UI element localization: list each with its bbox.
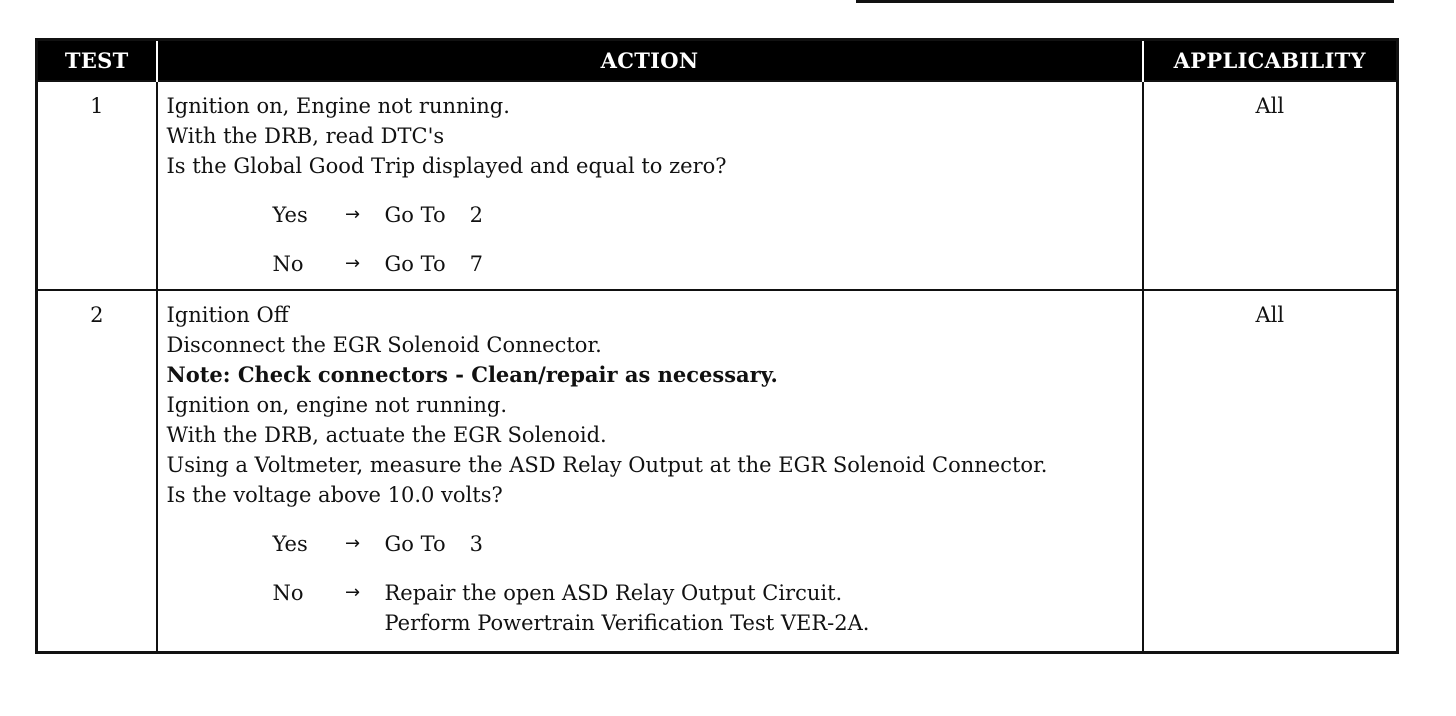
applicability-value: All	[1143, 290, 1398, 652]
no-result	[385, 249, 484, 279]
header-applicability: APPLICABILITY	[1143, 40, 1398, 82]
right-arrow-icon: →	[344, 253, 361, 274]
goto-number: 7	[469, 252, 483, 276]
action-note: Note: Check connectors - Clean/repair as necessary.	[166, 362, 778, 387]
action-line: With the DRB, actuate the EGR Solenoid.	[166, 423, 607, 447]
applicability-value: All	[1143, 81, 1398, 290]
action-line: Ignition on, engine not running.	[166, 393, 507, 417]
goto-text: Go To	[384, 252, 446, 276]
yes-result	[385, 529, 484, 559]
goto-text: Go To	[384, 532, 446, 556]
header-test: TEST	[37, 40, 157, 82]
repair-instruction: Repair the open ASD Relay Output Circuit.	[384, 581, 843, 605]
yes-label: Yes	[272, 532, 308, 556]
action-line: Ignition on, Engine not running.	[166, 94, 510, 118]
action-line: Ignition Off	[166, 303, 289, 327]
test-number: 2	[37, 290, 157, 652]
verification-instruction: Perform Powertrain Verification Test VER-2A.	[384, 611, 870, 635]
top-rule	[856, 0, 1394, 3]
table-row-test-1	[37, 81, 1398, 290]
goto-number: 2	[469, 203, 483, 227]
no-label: No	[272, 581, 304, 605]
table-header-row	[37, 40, 1398, 82]
yes-label: Yes	[272, 203, 308, 227]
header-action: ACTION	[157, 40, 1143, 82]
diagnostic-test-table	[35, 38, 1399, 654]
outcome-choices	[167, 529, 1134, 638]
right-arrow-icon: →	[344, 204, 361, 225]
action-cell	[157, 81, 1143, 290]
outcome-choices	[167, 200, 1134, 279]
action-line: Is the Global Good Trip displayed and equal to zero?	[166, 154, 727, 178]
test-number: 1	[37, 81, 157, 290]
action-line: Is the voltage above 10.0 volts?	[166, 483, 503, 507]
action-line: Using a Voltmeter, measure the ASD Relay Output at the EGR Solenoid Connector.	[166, 453, 1048, 477]
no-result	[385, 578, 870, 638]
yes-outcome	[273, 200, 1134, 230]
right-arrow-icon: →	[344, 533, 361, 554]
table-row-test-2	[37, 290, 1398, 652]
action-cell	[157, 290, 1143, 652]
no-label: No	[272, 252, 304, 276]
yes-result	[385, 200, 484, 230]
goto-number: 3	[469, 532, 483, 556]
action-line: Disconnect the EGR Solenoid Connector.	[166, 333, 602, 357]
no-outcome	[273, 578, 1134, 638]
right-arrow-icon: →	[344, 582, 361, 603]
no-outcome	[273, 249, 1134, 279]
yes-outcome	[273, 529, 1134, 559]
goto-text: Go To	[384, 203, 446, 227]
action-line: With the DRB, read DTC's	[166, 124, 445, 148]
